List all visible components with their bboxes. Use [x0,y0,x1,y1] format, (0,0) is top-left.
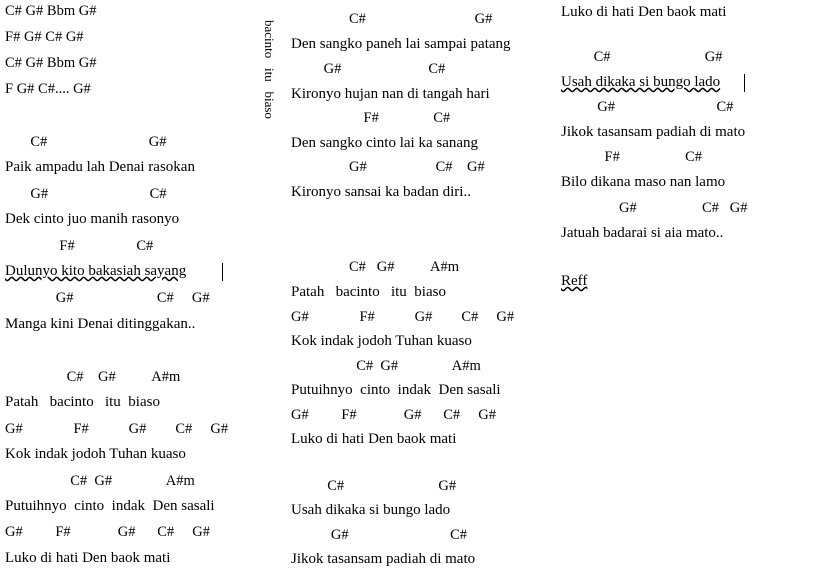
lyric-line: Den sangko cinto lai ka sanang [291,135,479,151]
chord-line: G# F# G# C# G# [291,309,515,325]
chord-line: G# C# G# [561,200,748,216]
lyric-line: Putuihnyo cinto indak Den sasali [291,382,501,398]
chord-line: C# G# Bbm G# [5,3,97,19]
text-cursor [744,74,745,92]
lyric-line: Patah bacinto itu biaso [291,284,446,300]
lyric-line: Den sangko paneh lai sampai patang [291,36,511,52]
chord-line: G# F# G# C# G# [5,421,229,437]
lyric-line: Patah bacinto itu biaso [5,394,160,410]
lyric-line: Luko di hati Den baok mati [5,550,171,566]
chord-line: C# G# Bbm G# [5,55,97,71]
lyric-line: Luko di hati Den baok mati [291,431,457,447]
vertical-text: bacinto itu biaso [262,20,277,119]
chord-line: C# G# A#m [291,259,459,275]
lyric-line: Usah dikaka si bungo lado [291,502,451,518]
chord-line: F# C# [561,149,702,165]
chord-line: G# F# G# C# G# [291,407,497,423]
chord-line: C# G# [291,478,457,494]
lyric-line: Luko di hati Den baok mati [561,4,727,20]
chord-line: C# G# [291,11,493,27]
chord-line: C# G# [5,134,167,150]
lyric-line: Putuihnyo cinto indak Den sasali [5,498,215,514]
lyric-line: Paik ampadu lah Denai rasokan [5,159,195,175]
chord-line: G# C# [5,186,167,202]
chord-line: C# G# A#m [5,473,195,489]
lyric-line: Kironyo hujan nan di tangah hari [291,86,490,102]
reff-label: Reff [561,273,588,289]
chord-line: C# G# A#m [291,358,481,374]
text-cursor [222,263,223,281]
chord-line: G# C# [561,99,734,115]
chord-line: G# C# G# [291,159,485,175]
chord-line: G# C# [291,61,446,77]
lyric-line: Manga kini Denai ditinggakan.. [5,316,196,332]
lyric-line: Bilo dikana maso nan lamo [561,174,726,190]
lyric-line: Kironyo sansai ka badan diri.. [291,184,471,200]
lyric-line: Jikok tasansam padiah di mato [561,124,746,140]
chord-line: F# C# [291,110,451,126]
lyric-line: Kok indak jodoh Tuhan kuaso [291,333,472,349]
chord-line: F G# C#.... G# [5,81,91,97]
lyric-line: Kok indak jodoh Tuhan kuaso [5,446,186,462]
chord-line: C# G# [561,49,723,65]
chord-line: C# G# A#m [5,369,181,385]
chord-line: G# C# G# [5,290,210,306]
lyric-line-misspelled: Dulunyo kito bakasiah sayang [5,263,187,279]
lyric-line: Dek cinto juo manih rasonyo [5,211,180,227]
chord-line: F# C# [5,238,154,254]
lyric-line: Jikok tasansam padiah di mato [291,551,476,567]
lyric-line: Jatuah badarai si aia mato.. [561,225,724,241]
lyric-line-misspelled: Usah dikaka si bungo lado [561,74,721,90]
chord-line: G# C# [291,527,468,543]
chord-line: F# G# C# G# [5,29,84,45]
chord-line: G# F# G# C# G# [5,524,211,540]
